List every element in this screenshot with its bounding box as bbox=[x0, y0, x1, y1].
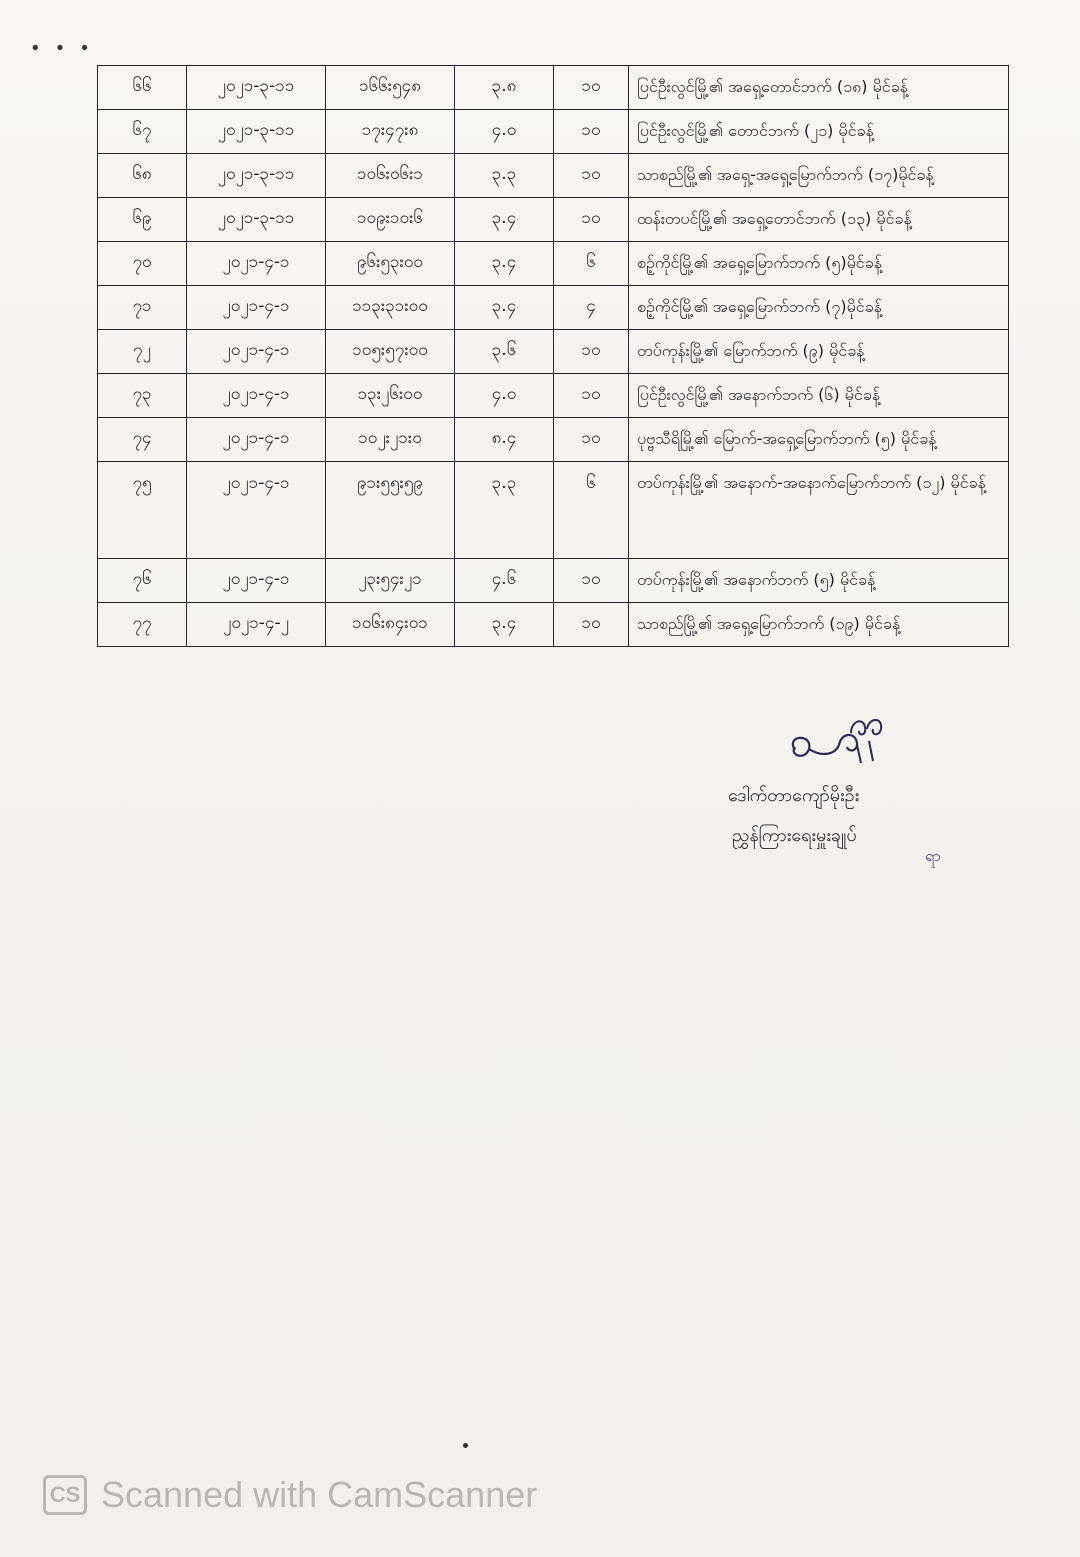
cell-number: ၇၄ bbox=[98, 418, 187, 462]
table-row bbox=[98, 286, 1009, 330]
cell-number: ၇၂ bbox=[98, 330, 187, 374]
cell-location: ထန်းတပင်မြို့၏ အရှေ့တောင်ဘက် (၁၃) မိုင်ခန့် bbox=[629, 198, 1009, 242]
cell-magnitude: ၃.၈ bbox=[455, 66, 554, 110]
table-row bbox=[98, 66, 1009, 110]
cell-number: ၇၀ bbox=[98, 242, 187, 286]
cell-location: တပ်ကုန်းမြို့၏ အနောက်ဘက် (၅) မိုင်ခန့် bbox=[629, 559, 1009, 603]
table-row bbox=[98, 374, 1009, 418]
cell-number: ၆၆ bbox=[98, 66, 187, 110]
cell-number: ၇၇ bbox=[98, 603, 187, 647]
cell-date: ၂၀၂၁-၃-၁၁ bbox=[187, 110, 326, 154]
cell-number: ၇၃ bbox=[98, 374, 187, 418]
cell-magnitude: ၃.၄ bbox=[455, 242, 554, 286]
cell-depth: ၁၀ bbox=[554, 66, 629, 110]
cell-number: ၇၅ bbox=[98, 462, 187, 559]
cell-depth: ၁၀ bbox=[554, 374, 629, 418]
cell-location: တပ်ကုန်းမြို့၏ မြောက်ဘက် (၉) မိုင်ခန့် bbox=[629, 330, 1009, 374]
signatory-title: ညွှန်ကြားရေးမှူးချုပ် bbox=[732, 825, 857, 846]
cell-location: ပုဗ္ဗသီရိမြို့၏ မြောက်-အရှေ့မြောက်ဘက် (၅) မိုင်ခန့် bbox=[629, 418, 1009, 462]
scan-specks: ••• bbox=[30, 38, 104, 59]
cell-location: ပြင်ဦးလွင်မြို့၏ အရှေ့တောင်ဘက် (၁၈) မိုင်ခန့် bbox=[629, 66, 1009, 110]
table-row bbox=[98, 603, 1009, 647]
cell-time: ၁၀၂း၂၁း၀ bbox=[326, 418, 455, 462]
cell-magnitude: ၃.၄ bbox=[455, 286, 554, 330]
cell-number: ၆၈ bbox=[98, 154, 187, 198]
cell-depth: ၁၀ bbox=[554, 110, 629, 154]
cell-date: ၂၀၂၁-၄-၁ bbox=[187, 418, 326, 462]
signature-initials: ရာ bbox=[925, 846, 941, 865]
cell-number: ၇၆ bbox=[98, 559, 187, 603]
cell-depth: ၁၀ bbox=[554, 559, 629, 603]
cell-date: ၂၀၂၁-၄-၁ bbox=[187, 462, 326, 559]
cell-date: ၂၀၂၁-၄-၁ bbox=[187, 286, 326, 330]
cell-location: ပြင်ဦးလွင်မြို့၏ အနောက်ဘက် (၆) မိုင်ခန့် bbox=[629, 374, 1009, 418]
cell-location: သာစည်မြို့၏ အရှေ့မြောက်ဘက် (၁၉) မိုင်ခန့် bbox=[629, 603, 1009, 647]
cell-magnitude: ၃.၆ bbox=[455, 330, 554, 374]
cell-depth: ၆ bbox=[554, 462, 629, 559]
cell-magnitude: ၄.၀ bbox=[455, 374, 554, 418]
table-row bbox=[98, 242, 1009, 286]
cell-date: ၂၀၂၁-၃-၁၁ bbox=[187, 198, 326, 242]
table-row bbox=[98, 154, 1009, 198]
cell-time: ၁၀၆း၈၄း၀၁ bbox=[326, 603, 455, 647]
cell-date: ၂၀၂၁-၄-၁ bbox=[187, 374, 326, 418]
signatory-name: ဒေါက်တာကျော်မိုးဦး bbox=[728, 785, 860, 806]
cell-date: ၂၀၂၁-၃-၁၁ bbox=[187, 66, 326, 110]
cell-date: ၂၀၂၁-၄-၁ bbox=[187, 242, 326, 286]
cell-date: ၂၀၂၁-၄-၂ bbox=[187, 603, 326, 647]
cell-depth: ၁၀ bbox=[554, 418, 629, 462]
table-row bbox=[98, 559, 1009, 603]
cell-time: ၁၀၆း၀၆း၁ bbox=[326, 154, 455, 198]
table-row bbox=[98, 418, 1009, 462]
scan-dot bbox=[463, 1443, 468, 1448]
watermark-text: Scanned with CamScanner bbox=[101, 1474, 538, 1515]
cell-depth: ၁၀ bbox=[554, 330, 629, 374]
cell-depth: ၁၀ bbox=[554, 603, 629, 647]
cell-depth: ၄ bbox=[554, 286, 629, 330]
table-body bbox=[98, 66, 1009, 647]
cell-magnitude: ၃.၄ bbox=[455, 198, 554, 242]
cell-location: စဥ့်ကိုင်မြို့၏ အရှေ့မြောက်ဘက် (၇)မိုင်ခန့် bbox=[629, 286, 1009, 330]
cell-magnitude: ၄.၀ bbox=[455, 110, 554, 154]
cell-magnitude: ၃.၃ bbox=[455, 462, 554, 559]
cell-time: ၂၃း၅၄း၂၁ bbox=[326, 559, 455, 603]
cell-depth: ၁၀ bbox=[554, 198, 629, 242]
cell-number: ၇၁ bbox=[98, 286, 187, 330]
cell-date: ၂၀၂၁-၄-၁ bbox=[187, 330, 326, 374]
camscanner-logo-icon: CS bbox=[43, 1475, 87, 1515]
camscanner-watermark bbox=[43, 1470, 537, 1520]
cell-time: ၉၆း၅၃း၀၀ bbox=[326, 242, 455, 286]
table-row bbox=[98, 110, 1009, 154]
cell-magnitude: ၃.၃ bbox=[455, 154, 554, 198]
cell-time: ၁၁၃း၃၁း၀၀ bbox=[326, 286, 455, 330]
cell-location: သာစည်မြို့၏ အရှေ့-အရှေ့မြောက်ဘက် (၁၇)မိုင်ခန့် bbox=[629, 154, 1009, 198]
cell-date: ၂၀၂၁-၃-၁၁ bbox=[187, 154, 326, 198]
cell-depth: ၁၀ bbox=[554, 154, 629, 198]
earthquake-record-table bbox=[97, 65, 1009, 647]
table-row bbox=[98, 198, 1009, 242]
cell-number: ၆၇ bbox=[98, 110, 187, 154]
cell-number: ၆၉ bbox=[98, 198, 187, 242]
cell-location: တပ်ကုန်းမြို့၏ အနောက်-အနောက်မြောက်ဘက် (၁၂) မိုင်ခန့် bbox=[629, 462, 1009, 559]
table-row bbox=[98, 462, 1009, 559]
cell-magnitude: ၈.၄ bbox=[455, 418, 554, 462]
cell-location: စဥ့်ကိုင်မြို့၏ အရှေ့မြောက်ဘက် (၅)မိုင်ခန့် bbox=[629, 242, 1009, 286]
cell-time: ၁၀၅း၅၇း၀၀ bbox=[326, 330, 455, 374]
cell-time: ၁၇း၄၇း၈ bbox=[326, 110, 455, 154]
cell-depth: ၆ bbox=[554, 242, 629, 286]
cell-time: ၁၃း၂၆း၀၀ bbox=[326, 374, 455, 418]
cell-time: ၁၀၉း၁၀း၆ bbox=[326, 198, 455, 242]
cell-time: ၉၁း၅၅း၅၉ bbox=[326, 462, 455, 559]
table-row bbox=[98, 330, 1009, 374]
cell-date: ၂၀၂၁-၄-၁ bbox=[187, 559, 326, 603]
handwritten-signature bbox=[765, 705, 915, 785]
cell-magnitude: ၄.၆ bbox=[455, 559, 554, 603]
cell-magnitude: ၃.၄ bbox=[455, 603, 554, 647]
cell-location: ပြင်ဦးလွင်မြို့၏ တောင်ဘက် (၂၁) မိုင်ခန့် bbox=[629, 110, 1009, 154]
cell-time: ၁၆၆း၅၄၈ bbox=[326, 66, 455, 110]
